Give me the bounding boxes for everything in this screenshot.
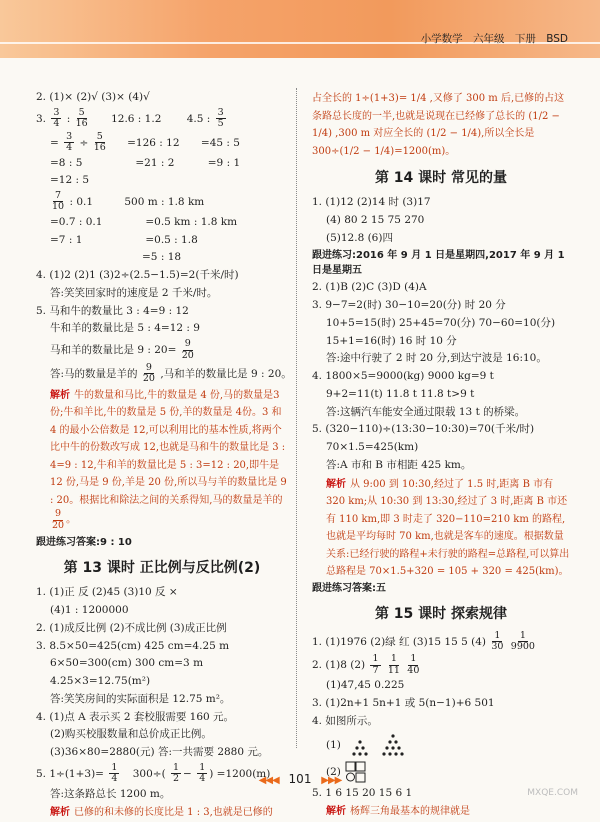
- numerator: 1: [372, 653, 379, 665]
- numerator: 1: [494, 629, 501, 641]
- l14-q5b: 70×1.5=425(km): [326, 441, 419, 453]
- analysis-text: 从 9:00 到 10:30,经过了 1.5 时,距离 B 市有 320 km;从 10:30 到 13:30,经过了 3 时,距离 B 市还有 110 km,即 3 时走了 320−110=210 km 的路程,也就是平均每时 70 km,也就是客车的速度。根据数量关系:已经行驶的路程+未行驶的路程=总路程,可以算出总路程是 70×1.5+320 = 105 + 320 = 425(km)。: [326, 478, 570, 577]
- fraction: $\frac{1}{2}$: [173, 761, 180, 785]
- l15-q2: 2. (1)8 (2) $\frac{1}{7}$ $\frac{1}{11}$ $\frac{1}{40}$: [312, 653, 420, 676]
- page-number: 101: [288, 772, 312, 786]
- q3-expr: =: [50, 136, 59, 149]
- l14-q1c: (5)12.8 (6)四: [326, 231, 393, 244]
- l13-q5-answer: 答:这条路总长 1200 m。: [50, 787, 171, 800]
- analysis-note-2: [36, 804, 288, 822]
- l13-q3c: 4.25×3=12.75(m²): [50, 675, 151, 687]
- l15-q1-text: 1. (1)1976 (2)绿 红 (3)15 15 5 (4): [312, 635, 486, 648]
- answer-q3-row2: = $\frac{3}{4}$ ÷ $\frac{5}{16}$ =126 : 12 =45 : 5: [50, 130, 240, 154]
- edition-label: BSD: [546, 33, 568, 45]
- l15-q4-fig1: [312, 732, 570, 758]
- follow-up-answer-14: 跟进练习答案:五: [312, 582, 386, 594]
- analysis-text: 牛的数量和马比,牛的数量是 4 份,马的数量是3份;牛和羊比,牛的数量是 5 份,羊的数量是 4份。3 和 4 的最小公倍数是 12,可以利用比的基本性质,将两个比中牛的份数改写成 12,也就是马和牛的数量比是 3 : 4=9 : 12,牛和羊的数量比是 5 : 3=12 : 20,即牛是 12 份,马是 9 份,羊是 20 份,所以马与羊的数量比是 9 : 20。根据比和除法之间的关系得知,马的数量是羊的: [50, 389, 287, 506]
- l13-q1: 1. (1)正 反 (2)45 (3)10 反 ×: [36, 586, 178, 599]
- grade-label: 六年级: [473, 33, 505, 45]
- answer-q3-row4: =12 : 5: [50, 174, 90, 187]
- fig-label: (2): [326, 765, 341, 778]
- l15-q1: [312, 631, 570, 653]
- fraction: [370, 654, 380, 676]
- fraction: $\frac{1}{4}$: [199, 761, 206, 785]
- l14-q2: 2. (1)B (2)C (3)D (4)A: [312, 281, 427, 294]
- l15-q2b: (1)47,45 0.225: [326, 679, 405, 692]
- q3-expr: =0.5 km : 1.8 km: [145, 215, 238, 228]
- denominator: 7: [372, 664, 379, 676]
- numerator: 1: [410, 653, 417, 665]
- answer-q3-row8: [36, 250, 288, 266]
- l13-q4b: (2)购买校服数量和总价成正比例。: [50, 728, 212, 741]
- l14-q3c: 15+1=16(时) 16 时 10 分: [326, 334, 457, 347]
- denominator: 30: [491, 640, 504, 652]
- q5-text: 答:马的数量是羊的: [50, 367, 138, 380]
- next-arrows-icon: ▶▶▶: [321, 775, 342, 786]
- lesson-14-title: 第 14 课时 常见的量: [374, 170, 508, 186]
- answer-q5-b: 牛和羊的数量比是 5 : 4=12 : 9: [50, 322, 200, 335]
- answer-q5-a: 5. 马和牛的数量比 3 : 4=9 : 12: [36, 304, 189, 317]
- prev-arrows-icon: ◀◀◀: [258, 775, 279, 786]
- watermark: MXQE.COM: [527, 788, 578, 798]
- l14-q1b: (4) 80 2 15 75 270: [326, 213, 425, 226]
- fraction: [511, 631, 535, 653]
- follow-up-14: 跟进练习:2016 年 9 月 1 日是星期四,2017 年 9 月 1 日是星期五: [312, 250, 565, 277]
- fraction: $\frac{5}{16}$: [93, 130, 106, 154]
- follow-up-answer: 跟进练习答案:9 : 10: [36, 537, 132, 549]
- lesson-13-title: 第 13 课时 正比例与反比例(2): [63, 560, 261, 577]
- analysis-text: 杨辉三角最基本的规律就是: [350, 806, 470, 818]
- l14-q4: 4. 1800×5=9000(kg) 9000 kg=9 t: [312, 370, 494, 382]
- answer-q3-row7: [36, 233, 288, 249]
- l14-q3b: 10+5=15(时) 25+45=70(分) 70−60=10(分): [326, 316, 556, 329]
- analysis-tag: 解析: [326, 806, 346, 818]
- l14-q3d: 答:途中行驶了 2 时 20 分,到达宁波是 16:10。: [326, 352, 547, 365]
- denominator: 40: [407, 664, 420, 676]
- l13-q5-expr: 5. 1÷(1+3)=: [36, 767, 104, 780]
- fraction: $\frac{5}{16}$: [75, 106, 88, 130]
- q3-expr: 4.5 :: [186, 112, 211, 125]
- q3-expr: 12.6 : 1.2: [111, 112, 162, 125]
- answer-q5-c: [36, 339, 288, 361]
- l15-q5: 5. 1 6 15 20 15 6 1: [312, 786, 413, 799]
- analysis-tag: 解析: [50, 807, 70, 819]
- q3-expr: =45 : 5: [200, 136, 240, 149]
- denominator: 9900: [510, 640, 535, 652]
- l13-q1b: (4)1 : 1200000: [50, 604, 129, 616]
- q3-expr: =5 : 18: [142, 251, 182, 264]
- l14-q4c: 答:这辆汽车能安全通过限载 13 t 的桥梁。: [326, 405, 526, 418]
- column-divider: [296, 88, 297, 748]
- l13-q5-expr: 300÷: [132, 767, 162, 780]
- answer-q3-row6: [36, 215, 288, 231]
- l13-q5-expr: =1200(m): [216, 767, 271, 780]
- l15-q4: 4. 如图所示。: [312, 714, 378, 727]
- lesson-15-title: 第 15 课时 探索规律: [374, 605, 508, 622]
- l13-q2: 2. (1)成反比例 (2)不成比例 (3)成正比例: [36, 621, 227, 634]
- term-label: 下册: [514, 33, 536, 45]
- denominator: 11: [387, 664, 400, 676]
- l13-q4: 4. (1)点 A 表示买 2 套校服需要 160 元。: [36, 710, 235, 723]
- q3-expr: =7 : 1: [50, 233, 83, 246]
- l13-q3: 3. 8.5×50=425(cm) 425 cm=4.25 m: [36, 639, 230, 652]
- fraction: [388, 654, 400, 676]
- numerator: 1: [519, 629, 526, 641]
- q3-expr: : 0.1: [69, 195, 94, 208]
- l15-q3: 3. (1)2n+1 5n+1 或 5(n−1)+6 501: [312, 697, 495, 709]
- dot-triangle-figure: [344, 732, 424, 758]
- l14-q1: 1. (1)12 (2)14 时 (3)17: [312, 196, 431, 208]
- right-column: [312, 90, 570, 821]
- header-band: [0, 0, 600, 58]
- fraction: $\frac{9}{20}$: [181, 338, 194, 361]
- fig-label: (1): [326, 738, 341, 751]
- l14-q5: 5. (320−110)÷(13:30−10:30)=70(千米/时): [312, 423, 535, 436]
- fraction: $\frac{1}{4}$: [111, 761, 118, 785]
- fraction: [407, 654, 419, 676]
- fraction: $\frac{3}{4}$: [53, 106, 60, 130]
- q3-expr: =126 : 12: [127, 136, 180, 149]
- q3-expr: =9 : 1: [207, 156, 241, 169]
- l14-q3: 3. 9−7=2(时) 30−10=20(分) 时 20 分: [312, 299, 506, 311]
- l13-q4c: (3)36×80=2880(元) 答:一共需要 2880 元。: [50, 746, 269, 758]
- answer-q4: 4. (1)2 (2)1 (3)2÷(2.5−1.5)=2(千米/时): [36, 269, 239, 282]
- numerator: 1: [390, 653, 397, 665]
- q3-expr: =8 : 5: [50, 156, 83, 169]
- answer-q2: 2. (1)× (2)√ (3)× (4)√: [36, 91, 150, 103]
- fraction: [491, 631, 503, 653]
- l13-q5: 5. 1÷(1+3)= $\frac{1}{4}$ 300÷( $\frac{1}{2}$ − $\frac{1}{4}$ ) =1200(m): [36, 761, 271, 785]
- page-header: [414, 31, 568, 46]
- subject-label: 小学数学: [420, 33, 463, 45]
- analysis-text: 已修的和未修的长度比是 1 : 3,也就是已修的: [74, 807, 273, 819]
- q5-text: ,马和羊的数量比是 9 : 20。: [160, 367, 292, 380]
- q5-expr: 马和羊的数量比是 9 : 20=: [50, 344, 177, 357]
- analysis-note-3: [312, 476, 570, 581]
- answer-q3-row1: 3. $\frac{3}{4}$ : $\frac{5}{16}$ 12.6 : 1.2 4.5 : $\frac{3}{5}$: [36, 106, 224, 130]
- fraction: $\frac{9}{20}$: [142, 362, 155, 385]
- q3-label: 3.: [36, 112, 47, 125]
- fraction: $\frac{3}{5}$: [217, 106, 224, 130]
- fraction: $\frac{9}{20}$: [52, 508, 65, 531]
- l13-q3d: 答:笑笑房间的实际面积是 12.75 m²。: [50, 692, 231, 705]
- fraction: $\frac{3}{4}$: [66, 130, 73, 154]
- left-column: [36, 90, 292, 822]
- l14-q4b: 9+2=11(t) 11.8 t 11.8 t>9 t: [326, 387, 475, 400]
- q3-expr: =0.5 : 1.8: [145, 233, 198, 246]
- answer-q3-row5: [36, 191, 288, 213]
- analysis-tag: 解析: [50, 389, 70, 401]
- l13-q3b: 6×50=300(cm) 300 cm=3 m: [50, 657, 204, 670]
- analysis-tag: 解析: [326, 478, 346, 490]
- fraction: $\frac{7}{10}$: [52, 190, 65, 213]
- q3-expr: =0.7 : 0.1: [50, 215, 103, 228]
- analysis-note-1: 解析 牛的数量和马比,牛的数量是 4 份,马的数量是3份;牛和羊比,牛的数量是 5 份,羊的数量是 4份。3 和 4 的最小公倍数是 12,可以利用比的基本性质,将两个比中牛的份数改写成 12,也就是马和牛的数量比是 3 : 4=9 : 12,牛和羊的数量比是 5 : 3=12 : 20,即牛是 12 份,马是 9 份,羊是 20 份,所以马与羊的数量比是 9 : 20。根据比和除法之间的关系得知,马的数量是羊的 $\frac{9}{20}$ 。: [50, 389, 287, 531]
- analysis-note-continued: 占全长的 1÷(1+3)= 1/4 ,又修了 300 m 后,已修的占这条路总长度的一半,也就是说现在已经修了总长的 (1/2 − 1/4) ,300 m 对应全长的 (1/2 − 1/4),所以全长是 300÷(1/2 − 1/4)=1200(m)。: [312, 93, 565, 157]
- q3-expr: 500 m : 1.8 km: [124, 195, 205, 208]
- page-footer: [0, 772, 600, 786]
- answer-q5-d: [36, 362, 292, 385]
- l14-q5c: 答:A 市和 B 市相距 425 km。: [326, 458, 472, 471]
- answer-q4-text: 答:笑笑回家时的速度是 2 千米/时。: [50, 286, 218, 299]
- q3-expr: =21 : 2: [135, 156, 175, 169]
- answer-q3-row3: [36, 156, 288, 172]
